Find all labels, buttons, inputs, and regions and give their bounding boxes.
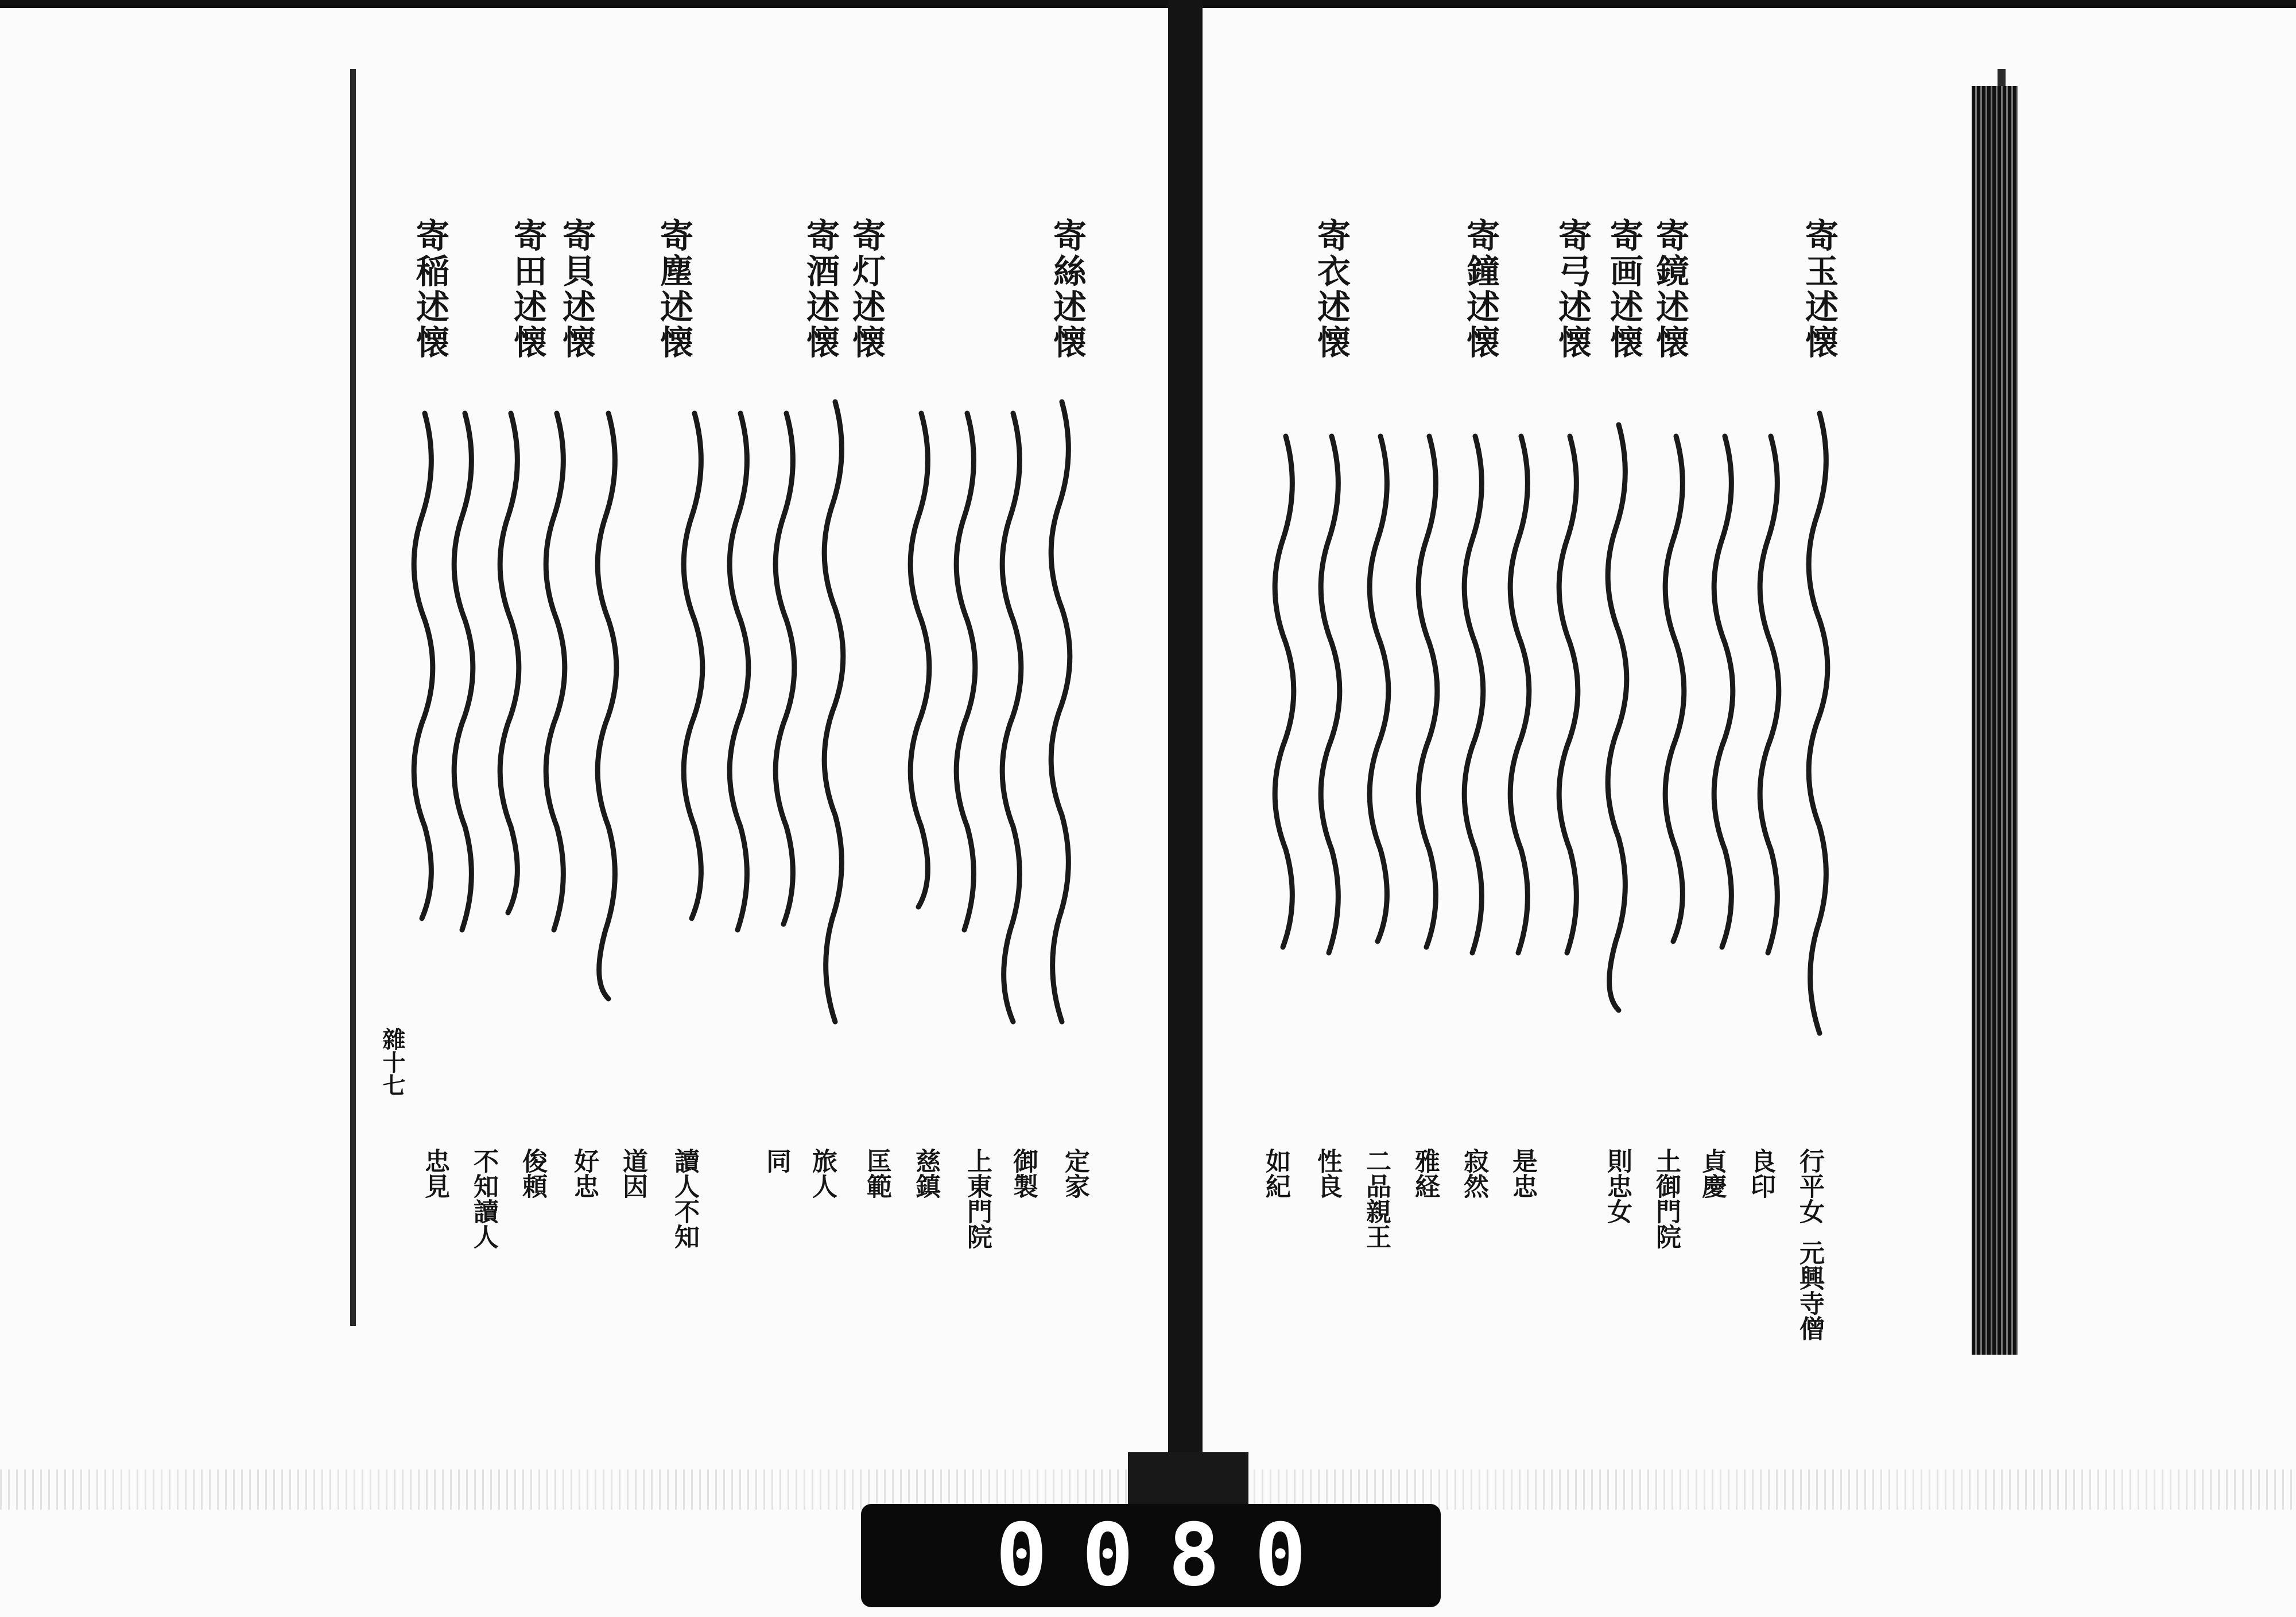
poem-title: 寄弓述懐 <box>1553 218 1592 360</box>
author-name: 好忠 <box>569 1148 599 1199</box>
frame-number: 0080 <box>995 1506 1341 1606</box>
author-name: 二品親王 <box>1362 1148 1391 1249</box>
author-name: 上東門院 <box>963 1148 992 1249</box>
author-name: 土御門院 <box>1651 1148 1681 1249</box>
author-name: 行平女 <box>1795 1148 1824 1224</box>
author-name: 匡範 <box>862 1148 891 1199</box>
author-name: 元興寺僧 <box>1795 1240 1824 1341</box>
author-name: 性良 <box>1313 1148 1342 1199</box>
frame-counter <box>861 1504 1441 1607</box>
book-spine <box>1168 0 1203 1504</box>
poem-title: 寄鏡述懐 <box>1650 218 1689 360</box>
author-name: 定家 <box>1060 1148 1089 1199</box>
poem-title: 寄鐘述懐 <box>1461 218 1500 360</box>
poem-title: 寄絲述懐 <box>1048 218 1087 360</box>
author-name: 讀人不知 <box>670 1148 699 1249</box>
poem-title: 寄貝述懐 <box>557 218 596 360</box>
cursive-poem-lines-left <box>402 379 1102 1096</box>
author-name: 貞慶 <box>1697 1148 1727 1199</box>
poem-title: 寄画述懐 <box>1604 218 1643 360</box>
author-name: 忠見 <box>420 1148 449 1199</box>
author-name: 御製 <box>1009 1148 1038 1199</box>
poem-title: 寄衣述懐 <box>1312 218 1351 360</box>
author-name: 良印 <box>1746 1148 1775 1199</box>
author-name: 雅経 <box>1410 1148 1440 1199</box>
folio-label: 雜十七 <box>379 1027 406 1096</box>
poem-title: 寄灯述懐 <box>847 218 886 360</box>
poem-title: 寄田述懐 <box>508 218 547 360</box>
cursive-poem-lines-right <box>1251 402 1860 1148</box>
author-name: 不知讀人 <box>469 1148 498 1249</box>
author-name: 同 <box>762 1148 791 1173</box>
book-spine-base <box>1128 1452 1248 1504</box>
page-edges <box>1972 86 2018 1355</box>
author-name: 則忠女 <box>1603 1148 1632 1224</box>
poem-title: 寄塵述懐 <box>654 218 693 360</box>
poem-title: 寄稲述懐 <box>410 218 449 360</box>
author-name: 是忠 <box>1508 1148 1537 1199</box>
author-name: 道因 <box>618 1148 647 1199</box>
author-name: 旅人 <box>808 1148 837 1199</box>
author-name: 寂然 <box>1459 1148 1488 1199</box>
top-border <box>0 0 2296 8</box>
poem-title: 寄玉述懐 <box>1799 218 1839 360</box>
author-name: 慈鎮 <box>911 1148 940 1199</box>
author-name: 俊頼 <box>518 1148 547 1199</box>
poem-title: 寄酒述懐 <box>801 218 840 360</box>
author-name: 如紀 <box>1261 1148 1290 1199</box>
